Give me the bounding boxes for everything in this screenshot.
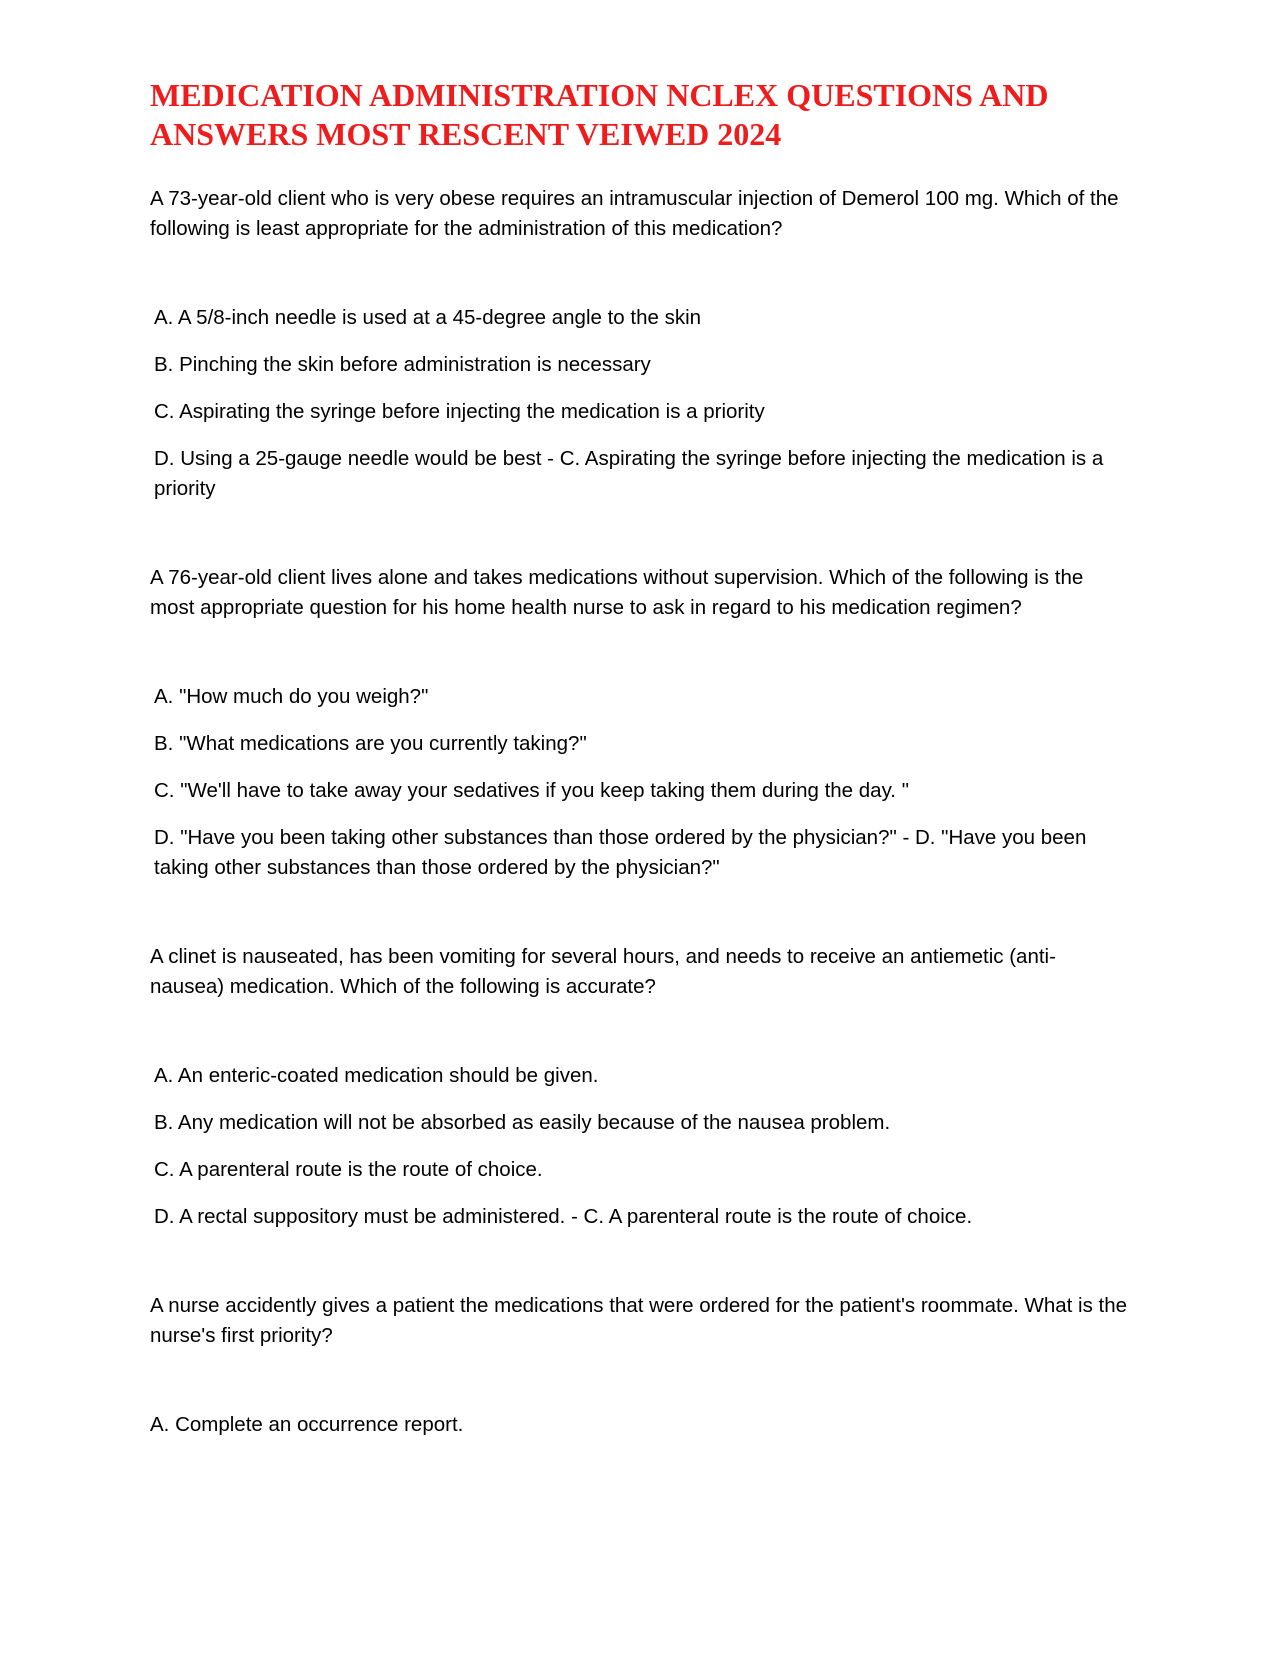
question-2-option-a: A. "How much do you weigh?" <box>154 685 429 708</box>
document-content <box>150 76 1130 1440</box>
document-title: MEDICATION ADMINISTRATION NCLEX QUESTIONS AND ANSWERS MOST RESCENT VEIWED 2024 <box>150 77 1049 152</box>
question-2-stem: A 76-year-old client lives alone and takes medications without supervision. Which of the following is the most appropriate question for his home health nurse to ask in regard to his medication regimen? <box>150 566 1084 619</box>
question-1-option-c: C. Aspirating the syringe before injecting the medication is a priority <box>154 400 765 423</box>
question-2-option-b: B. "What medications are you currently taking?" <box>154 732 587 755</box>
question-4-stem: A nurse accidently gives a patient the medications that were ordered for the patient's roommate. What is the nurse's first priority? <box>150 1294 1128 1347</box>
question-1-option-a: A. A 5/8-inch needle is used at a 45-degree angle to the skin <box>154 306 702 329</box>
question-3-option-b: B. Any medication will not be absorbed as easily because of the nausea problem. <box>154 1111 891 1134</box>
question-2-option-c: C. "We'll have to take away your sedatives if you keep taking them during the day. " <box>154 779 909 802</box>
question-3-option-c: C. A parenteral route is the route of choice. <box>154 1158 543 1181</box>
question-3-stem: A clinet is nauseated, has been vomiting for several hours, and needs to receive an antiemetic (anti-nausea) medication. Which of the following is accurate? <box>150 945 1056 998</box>
question-1-option-b: B. Pinching the skin before administration is necessary <box>154 353 651 376</box>
question-2-option-d: D. "Have you been taking other substances than those ordered by the physician?" - D. "Have you been taking other substances than those ordered by the physician?" <box>154 826 1087 879</box>
question-3-option-d: D. A rectal suppository must be administered. - C. A parenteral route is the route of choice. <box>154 1205 973 1228</box>
question-3-option-a: A. An enteric-coated medication should be given. <box>154 1064 599 1087</box>
question-1-stem: A 73-year-old client who is very obese requires an intramuscular injection of Demerol 100 mg. Which of the following is least appropriate for the administration of this medication? <box>150 187 1119 240</box>
question-4-option-a: A. Complete an occurrence report. <box>150 1413 464 1436</box>
question-1-option-d: D. Using a 25-gauge needle would be best - C. Aspirating the syringe before injecting the medication is a priority <box>154 447 1104 500</box>
